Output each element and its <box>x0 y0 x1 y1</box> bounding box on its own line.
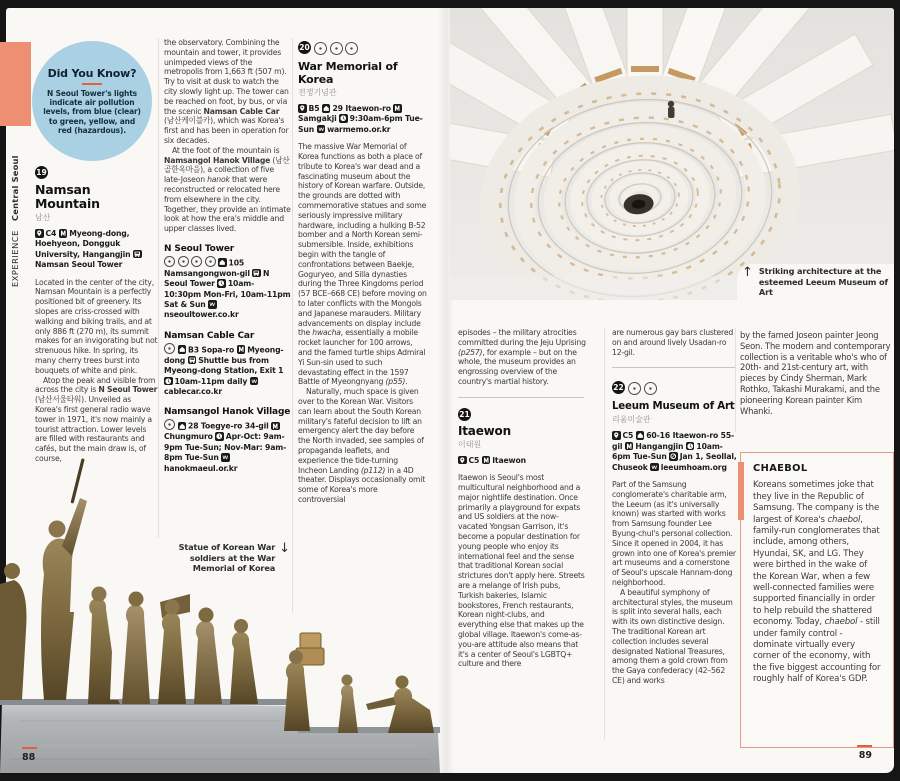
column-leeum <box>612 328 737 686</box>
entry-19-badge-row <box>35 166 158 179</box>
did-you-know-text: N Seoul Tower's lights indicate air pollution levels, from blue (clear) to green, yellow, and red (hazardous). <box>43 88 141 135</box>
map-ref-icon <box>35 229 44 238</box>
column-listings <box>164 38 291 484</box>
amenity-icon <box>164 419 175 430</box>
itaewon-paragraph-1: Itaewon is Seoul's most multicultural neighborhood and a major nightlife destination. Once primarily a playground for expats and US soldiers at the now-vacated Yongsan Garrison, it's become a popular destination for young people who enjoy its international feel and the sense that traditional Korean social strictures don't apply here. Streets are a melange of Irish pubs, Turkish bakeries, Islamic bookstores, French restaurants, Korean night-clubs, and everything else that makes up the global village. Itaewon's come-as-you-are attitude also means that it's a center of Seoul's LGBTQ+ culture and there <box>458 473 585 669</box>
page-number-left-value: 88 <box>22 752 36 763</box>
website-icon <box>650 463 659 472</box>
entry-info-namsan: C4 Myeong-dong, Hoehyeon, Dongguk University, Hangangjin Namsan Seoul Tower <box>35 229 158 271</box>
website-icon <box>208 300 217 309</box>
namsan-paragraph-3: the observatory. Combining the mountain and tower, it provides unimpeded views of the metropolis from 1,663 ft (507 m). Try to visit at dusk to watch the city slowly light up. The tower can be reached on foot, by bus, or via the scenic Namsan Cable Car (남산케이블카), which was Korea's first and has been in operation for six decades. <box>164 38 289 145</box>
listing-n-seoul-tower <box>164 244 291 321</box>
korean-war-statue-illustration <box>0 452 440 773</box>
entry-title-war-memorial: War Memorial of Korea <box>298 60 398 86</box>
entry-info-war-memorial: B5 29 Itaewon-ro Samgakji 9:30am-6pm Tue-Sun warmemo.or.kr <box>298 104 423 134</box>
did-you-know-bubble <box>32 41 152 161</box>
chaebol-title: CHAEBOL <box>753 463 808 475</box>
hours-icon <box>215 432 224 441</box>
chaebol-sidebar-box <box>740 452 894 748</box>
entry-title-namsan: Namsan Mountain <box>35 182 100 211</box>
bus-icon <box>188 356 197 365</box>
leeum-paragraph-3: by the famed Joseon painter Jeong Seon. The modern and contemporary collection is a veritable who's who of 20th- and 21st-century art, with pieces by Cindy Sherman, Mark Rothko, Takashi Murakami, and the pioneering Korean painter Kim Whanki. <box>740 330 891 416</box>
namsan-paragraph-4: At the foot of the mountain is Namsangol Hanok Village (남산골한옥마을), a collection of five late-Joseon hanok that were reconstructed or relocated here from elsewhere in the city. Together, they provide an intimate look at how the era's middle and upper classes lived. <box>164 145 291 234</box>
did-you-know-divider <box>82 83 102 85</box>
leeum-paragraph-1: Part of the Samsung conglomerate's charitable arm, the Leeum (as it's universally known) was started with works from Samsung founder Lee Byung-chul's personal collection. Since it opened in 2004, it has grown into one of Korea's premier art museums and a cornerstone of Seoul's upscale Hannam-dong neighborhood. <box>612 480 736 587</box>
shop-amenity-icon <box>345 42 358 55</box>
entry-number-badge: 22 <box>613 383 624 393</box>
war-memorial-paragraph-1: The massive War Memorial of Korea functions as both a place of tribute to Korea's war dead and a fascinating museum about the history of Korean warfare. Outside, the grounds are dotted with commemorative statues and some seriously impressive military hardware, including a hulking B-52 bomber and a North Korean semi-submersible. Inside, exhibitions begin with the tangle of confrontations between Baekje, Goguryeo, and Silla dynasties during the Three Kingdoms period (57 BCE–668 CE) before moving on to later conflicts with the Mongols and Japanese marauders. Military advancements on display include the hwacha, essentially a mobile rocket launcher for 100 arrows, and the famed turtle ships Admiral Yi Sun-sin used to such devastating effect in the 1597 Battle of Myeongnyang (p55). <box>298 142 427 387</box>
listing-title: Namsangol Hanok Village <box>164 407 291 418</box>
edge-label-chapter: Central Seoul <box>10 155 20 222</box>
metro-icon <box>393 104 402 113</box>
leeum-caption <box>742 266 894 298</box>
leeum-spiral-photo <box>450 8 894 300</box>
down-arrow-icon: ↓ <box>279 541 290 556</box>
address-icon <box>178 422 187 431</box>
listing-info: 105 Namsangongwon-gil N Seoul Tower 10am-10:30pm Mon-Fri, 10am-11pm Sat & Sun nseoultower.co.kr <box>164 256 291 321</box>
entry-title-leeum: Leeum Museum of Art <box>612 401 735 413</box>
listing-info: 28 Toegye-ro 34-gil Chungmuro Apr-Oct: 9am-9pm Tue-Sun; Nov-Mar: 9am-8pm Tue-Sun hanokmaeul.or.kr <box>164 419 291 474</box>
cafe-amenity-icon <box>330 42 343 55</box>
entry-korean-war-memorial: 전쟁기념관 <box>298 88 337 97</box>
leeum-paragraph-2: A beautiful symphony of architectural styles, the museum is split into several halls, each with its own distinctive design. The traditional Korean art collection includes several designated National Treasures, among them a gold crown from the Gaya confederacy (42–562 CE) and works <box>612 587 733 685</box>
listing-title: Namsan Cable Car <box>164 330 255 341</box>
map-ref-icon <box>458 456 467 465</box>
page-number-rule <box>22 747 37 749</box>
hours-icon <box>686 442 695 451</box>
address-icon <box>636 431 645 440</box>
listing-namsan-cable-car <box>164 331 291 398</box>
namsan-paragraph-1: Located in the center of the city, Namsan Mountain is a perfectly positioned bit of greenery. Its slopes are criss-crossed with walking and biking trails, and at only 886 ft (270 m), its summit makes for an invigorating but not strenuous hike. In spring, its many cherry trees burst into bouquets of white and pink. <box>35 277 158 375</box>
amenity-icon <box>164 256 175 267</box>
hours-icon <box>339 114 348 123</box>
address-icon <box>178 345 187 354</box>
dining-amenity-icon <box>314 42 327 55</box>
spiral-staircase-illustration <box>450 8 894 300</box>
edge-label-section: EXPERIENCE <box>10 230 20 287</box>
chapter-color-tab <box>0 42 31 126</box>
metro-icon <box>271 422 280 431</box>
did-you-know-title: Did You Know? <box>47 66 137 80</box>
entry-title-itaewon: Itaewon <box>458 423 511 438</box>
leeum-caption-text: Striking architecture at the esteemed Leeum Museum of Art <box>758 266 888 298</box>
shop-amenity-icon <box>644 382 657 395</box>
cafe-amenity-icon <box>628 382 641 395</box>
column-itaewon <box>458 328 586 669</box>
column-namsan <box>35 166 158 464</box>
entry-korean-leeum: 리움미술관 <box>612 415 651 425</box>
page-number-right <box>857 745 872 761</box>
metro-icon <box>59 229 68 238</box>
page-number-left <box>22 747 37 763</box>
hours-icon <box>164 377 173 386</box>
statue-caption <box>152 542 290 574</box>
chaebol-text: Koreans sometimes joke that they live in the Republic of Samsung. The company is the largest of Korea's chaebol, family-run conglomerates that include, among others, Hyundai, SK, and LG. They were birthed in the wake of the Korean War, when a few well-connected families were supported financially in order to help rebuild the shattered economy. Today, chaebol - still under family control - dominate virtually every corner of the economy, with the five biggest accounting for roughly half of Korea's GDP. <box>753 480 881 685</box>
statue-caption-text: Statue of Korean War soldiers at the War Memorial of Korea <box>178 542 276 574</box>
section-divider <box>458 397 584 398</box>
bus-icon <box>133 250 142 259</box>
bus-icon <box>252 269 261 278</box>
closed-icon <box>669 452 678 461</box>
column-war-memorial <box>298 38 427 505</box>
listing-title: N Seoul Tower <box>164 243 235 254</box>
amenity-icons <box>314 38 361 57</box>
metro-icon <box>482 456 491 465</box>
entry-number-badge: 21 <box>459 409 470 419</box>
metro-icon <box>237 345 246 354</box>
amenity-icon <box>191 256 202 267</box>
entry-korean-itaewon: 이태원 <box>458 439 482 449</box>
column-chaebol <box>740 330 894 748</box>
map-ref-icon <box>298 104 307 113</box>
page-number-right-value: 89 <box>858 750 872 761</box>
itaewon-paragraph-2: are numerous gay bars clustered on and around lively Usadan-ro 12-gil. <box>612 328 734 357</box>
amenity-icon <box>178 256 189 267</box>
entry-info-leeum: C5 60-16 Itaewon-ro 55-gil Hangangjin 10am-6pm Tue-Sun Jan 1, Seollal, Chuseok leeumhoam.org <box>612 431 737 472</box>
entry-number-badge: 20 <box>299 43 310 52</box>
amenity-icon <box>205 256 216 267</box>
listing-info: B3 Sopa-ro Myeong-dong Shuttle bus from Myeong-dong Station, Exit 1 10am-11pm daily cablecar.co.kr <box>164 343 291 398</box>
page-number-rule <box>857 745 872 747</box>
map-ref-icon <box>612 431 621 440</box>
website-icon <box>250 377 259 386</box>
chapter-edge-label <box>10 127 26 287</box>
metro-icon <box>625 442 634 451</box>
namsan-paragraph-2: Atop the peak and visible from across the city is N Seoul Tower (남산서울타워). Unveiled as Korea's first general radio wave tower in 1971, it's now mainly a tourist attraction. Lower levels are filled with restaurants and cafés, but the main draw is, of course, <box>35 375 158 463</box>
war-memorial-paragraph-2: Naturally, much space is given over to the Korean War. Visitors can learn about the South Korean military's fateful decision to lift an emergency alert the day before the North invaded, see samples of propaganda leaflets, and experience the tide-turning Incheon Landing (p112) in a 4D theater. Displays occasionally omit some of Korea's more controversial <box>298 387 426 504</box>
entry-20-badge-row <box>298 38 427 57</box>
statue-photo <box>0 452 440 773</box>
up-arrow-icon: ↑ <box>742 265 753 280</box>
entry-22-badge-row <box>612 378 737 397</box>
entry-number-badge: 19 <box>36 168 47 177</box>
war-memorial-paragraph-3: episodes – the military atrocities committed during the Jeju Uprising (p257), for example – but on the whole, the museum provides an engrossing overview of the country's martial history. <box>458 328 586 386</box>
address-icon <box>322 104 331 113</box>
address-icon <box>218 258 227 267</box>
amenity-icon <box>164 343 175 354</box>
entry-21-badge-row <box>458 408 586 421</box>
entry-info-itaewon: C5 Itaewon <box>458 456 586 466</box>
book-spread <box>6 8 894 773</box>
hours-icon <box>217 279 226 288</box>
column-divider <box>604 328 605 740</box>
section-divider <box>612 367 735 368</box>
website-icon <box>317 125 326 134</box>
entry-korean-namsan: 남산 <box>35 213 51 222</box>
amenity-icons <box>628 378 659 397</box>
